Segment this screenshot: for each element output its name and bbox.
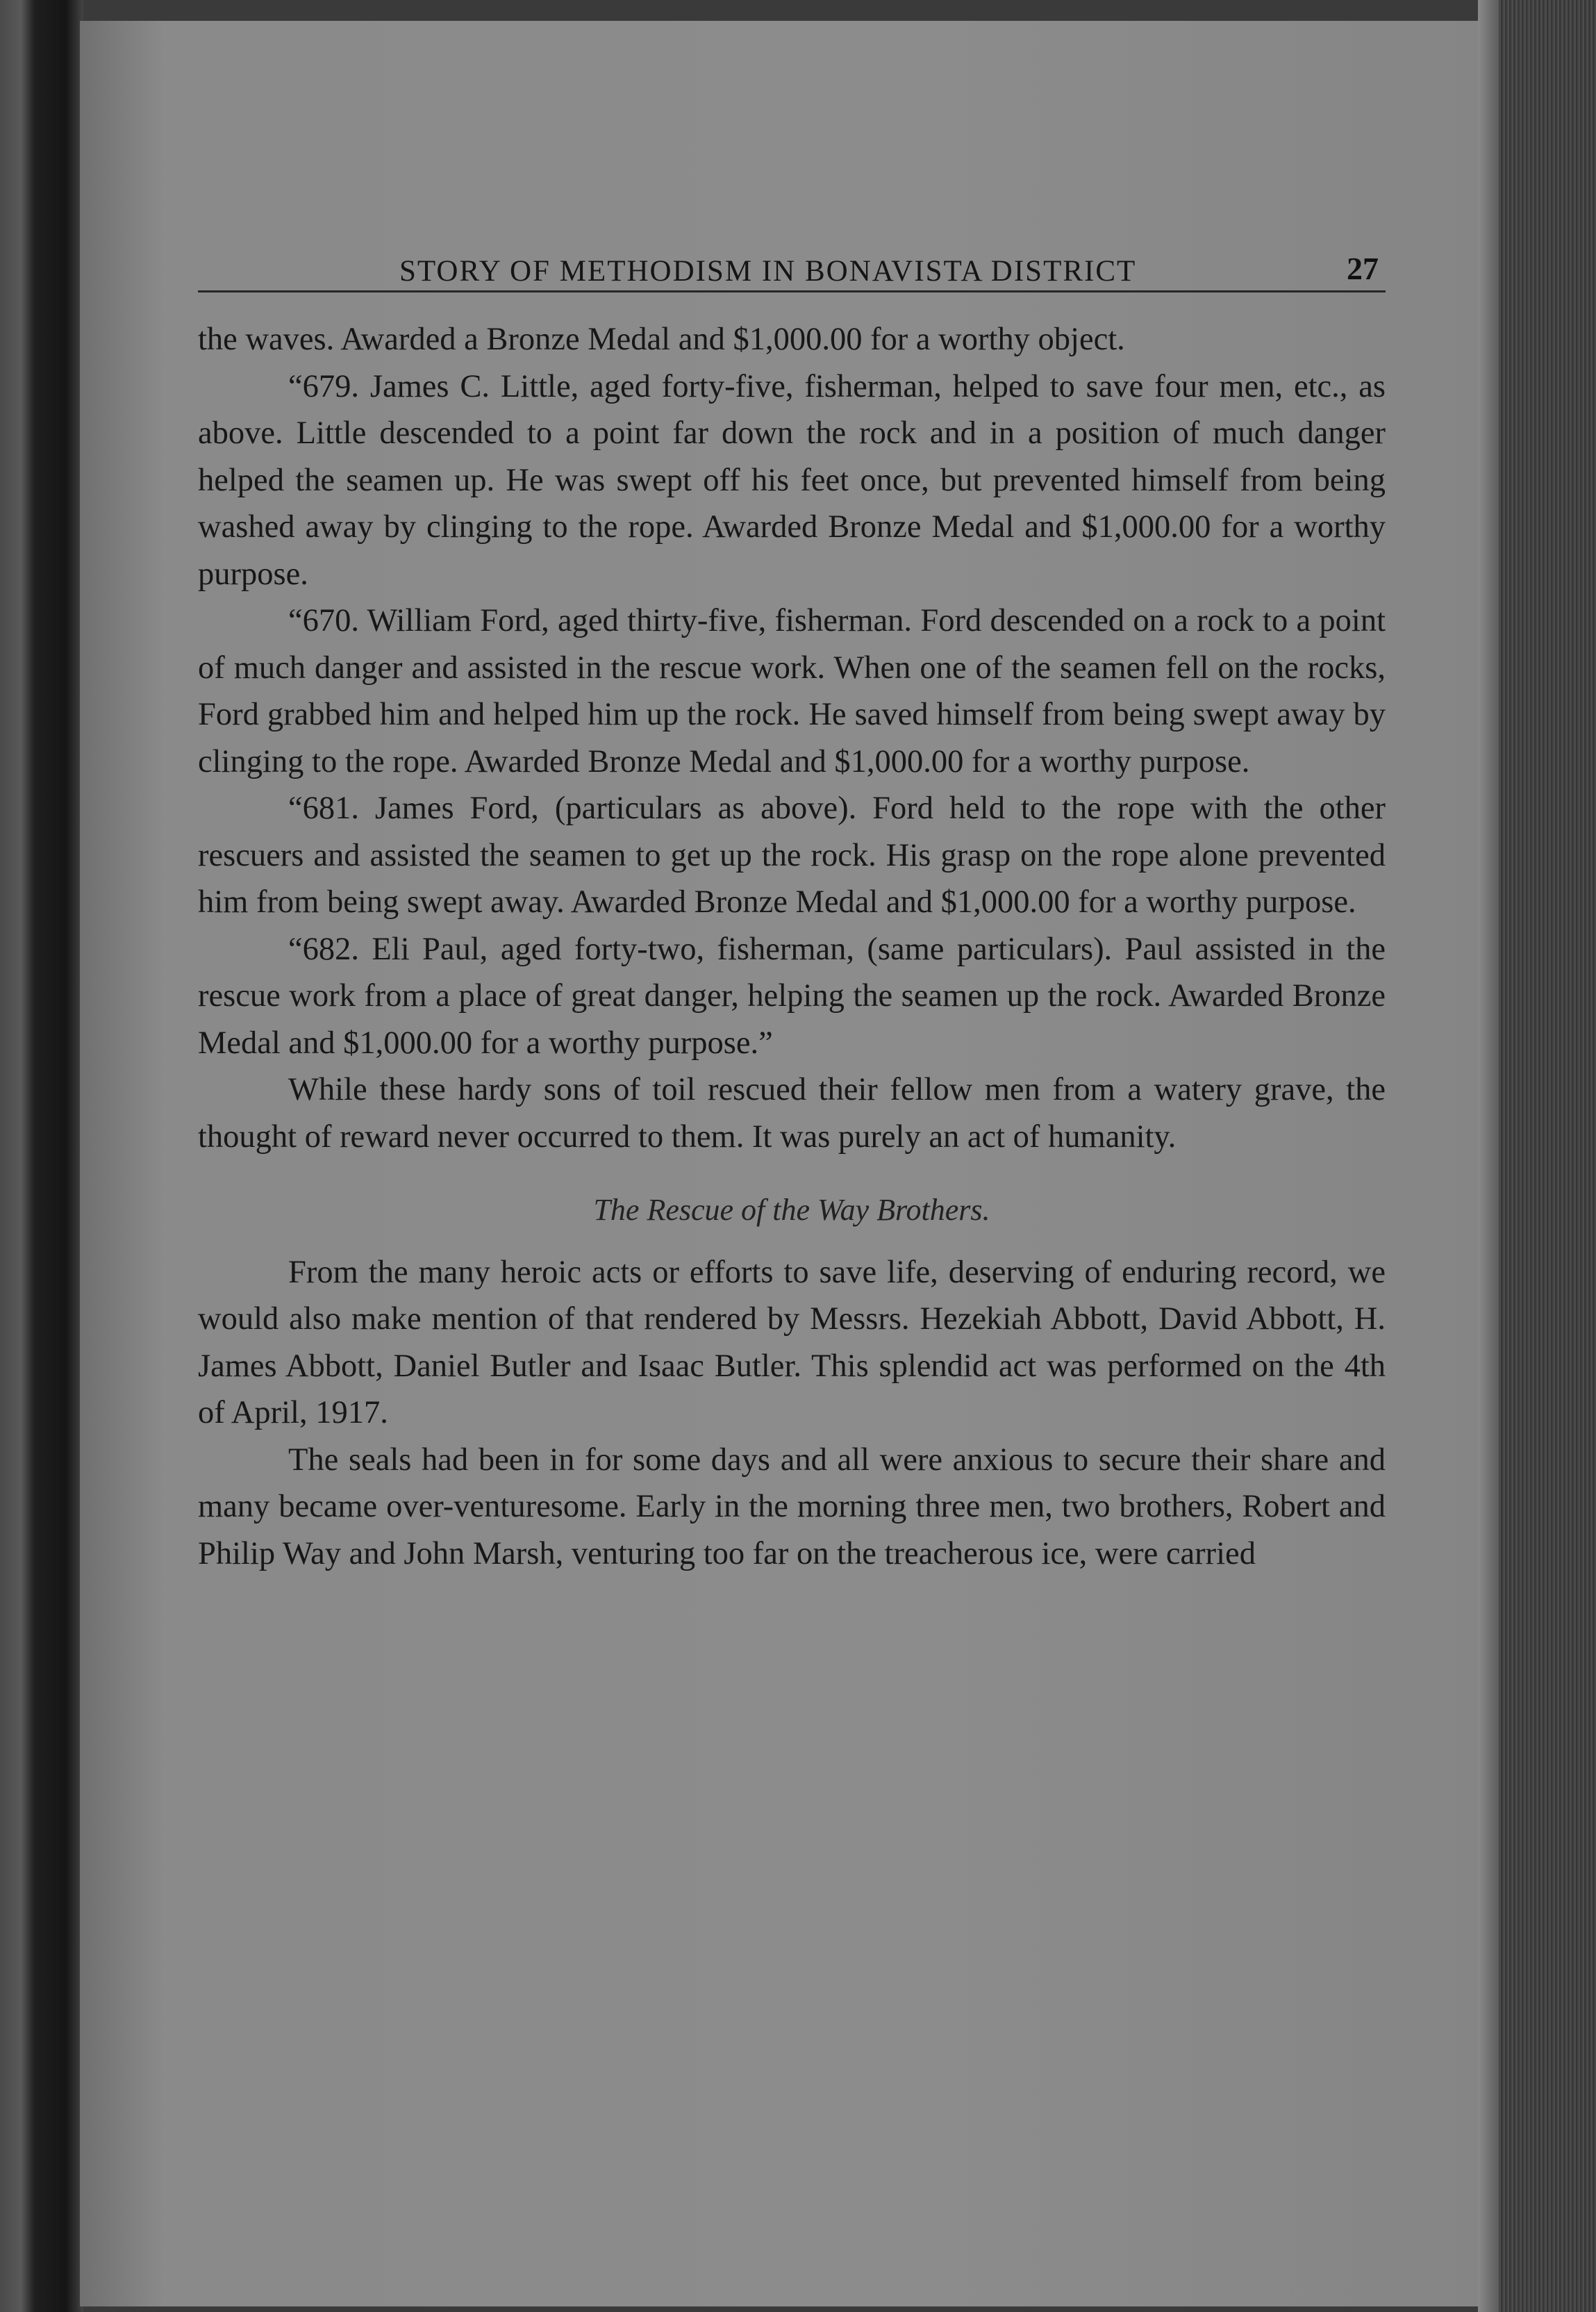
paragraph-continuation: the waves. Awarded a Bronze Medal and $1,000.00 for a worthy object.	[198, 322, 1125, 357]
book-page	[80, 21, 1483, 2306]
paragraph-seals: The seals had been in for some days and all were anxious to secure their share and many became over-venturesome. Early in the morning three men, two brothers, Robert and Philip Way and John Marsh, venturing too far on the treacherous ice, were carried	[198, 1442, 1386, 1571]
text-block	[198, 239, 1386, 1577]
section-heading: The Rescue of the Way Brothers.	[593, 1193, 990, 1227]
paragraph-679-james-little: “679. James C. Little, aged forty-five, fisherman, helped to save four men, etc., as above. Little descended to a point far down the rock and in a position of much danger helped the seamen up. He was swept off his feet once, but prevented himself from being washed away by clinging to the rope. Awarded Bronze Medal and $1,000.00 for a worthy purpose.	[198, 368, 1386, 592]
running-head	[198, 239, 1386, 292]
page-gutter-shadow	[1478, 0, 1499, 2312]
paragraph-670-william-ford: “670. William Ford, aged thirty-five, fisherman. Ford descended on a rock to a point of much danger and assisted in the rescue work. When one of the seamen fell on the rocks, Ford grabbed him and helped him up the rock. He saved himself from being swept away by clinging to the rope. Awarded Bronze Medal and $1,000.00 for a worthy purpose.	[198, 603, 1386, 779]
paragraph-humanity: While these hardy sons of toil rescued their fellow men from a watery grave, the thought of reward never occurred to them. It was purely an act of humanity.	[198, 1072, 1386, 1155]
running-title: STORY OF METHODISM IN BONAVISTA DISTRICT	[399, 255, 1137, 288]
page-stack-edge	[1499, 0, 1596, 2312]
paragraph-abbott-butler: From the many heroic acts or efforts to save life, deserving of enduring record, we would also make mention of that rendered by Messrs. Hezekiah Abbott, David Abbott, H. James Abbott, Daniel Butler and Isaac Butler. This splendid act was performed on the 4th of April, 1917.	[198, 1254, 1386, 1430]
page-number: 27	[1347, 251, 1379, 286]
paragraph-682-eli-paul: “682. Eli Paul, aged forty-two, fisherman, (same particulars). Paul assisted in the rescue work from a place of great danger, helping the seamen up the rock. Awarded Bronze Medal and $1,000.00 for a worthy purpose.”	[198, 931, 1386, 1061]
left-binding-edge	[0, 0, 83, 2312]
paragraph-681-james-ford: “681. James Ford, (particulars as above). Ford held to the rope with the other rescuers and assisted the seamen to get up the rock. His grasp on the rope alone prevented him from being swept away. Awarded Bronze Medal and $1,000.00 for a worthy purpose.	[198, 791, 1386, 920]
